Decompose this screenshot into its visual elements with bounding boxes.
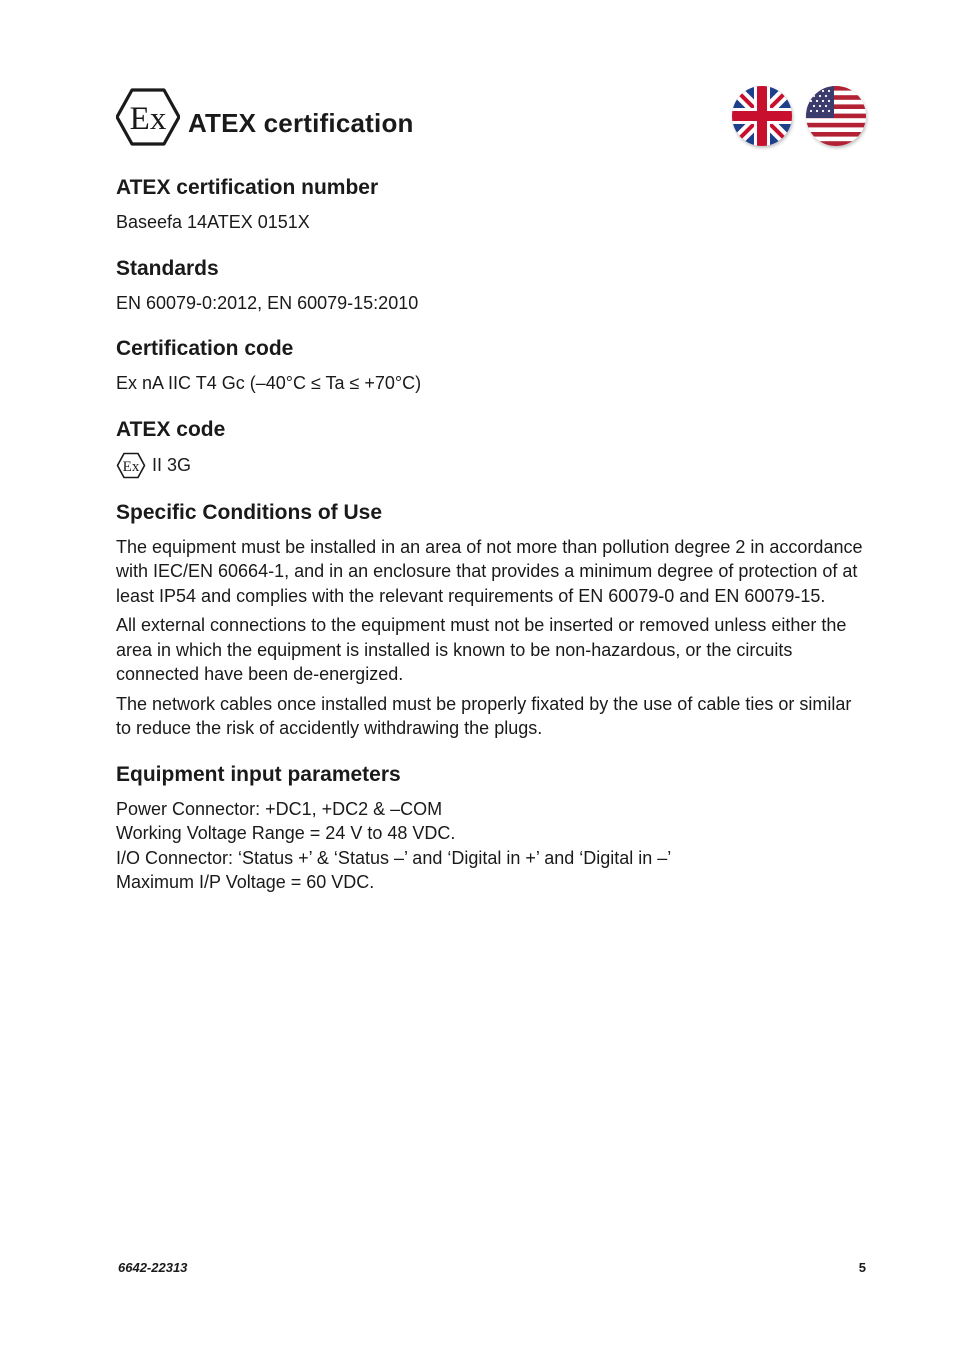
section-conditions (116, 499, 868, 741)
page-header (116, 86, 866, 150)
page-number: 5 (858, 1260, 866, 1275)
input-params-line: Working Voltage Range = 24 V to 48 VDC. (116, 823, 456, 843)
standards-value: EN 60079-0:2012, EN 60079-15:2010 (116, 292, 419, 313)
section-input-params (116, 761, 868, 895)
svg-text:Ex: Ex (129, 101, 167, 137)
section-cert-code (116, 335, 868, 396)
conditions-paragraph: The equipment must be installed in an area of not more than pollution degree 2 in accordance with IEC/EN 60664-1, and in an enclosure that provides a minimum degree of protection of at least IP54 and complies with the relevant requirements of EN 60079-0 and EN 60079-15. (116, 536, 863, 606)
cert-number-heading: ATEX certification number (116, 176, 379, 199)
standards-heading: Standards (116, 256, 219, 280)
ex-explosion-protection-icon (116, 88, 180, 146)
atex-code-heading: ATEX code (116, 417, 226, 441)
conditions-paragraph: All external connections to the equipment must not be inserted or removed unless either the area in which the equipment is installed is known to be non-hazardous, or the circuits connected have been de-energized. (116, 615, 847, 684)
uk-flag-icon (732, 86, 792, 146)
svg-text:Ex: Ex (122, 458, 140, 475)
input-params-line: I/O Connector: ‘Status +’ & ‘Status –’ and ‘Digital in +’ and ‘Digital in –’ (116, 847, 672, 868)
atex-code-row (116, 452, 868, 479)
section-standards (116, 255, 868, 316)
conditions-paragraph: The network cables once installed must be properly fixated by the use of cable ties or similar to reduce the risk of accidently withdrawing the plugs. (116, 693, 852, 738)
conditions-heading: Specific Conditions of Use (116, 500, 383, 524)
input-params-line: Power Connector: +DC1, +DC2 & –COM (116, 798, 443, 819)
cert-code-heading: Certification code (116, 337, 294, 360)
section-cert-number (116, 174, 868, 235)
cert-number-value: Baseefa 14ATEX 0151X (116, 212, 310, 232)
input-params-heading: Equipment input parameters (116, 762, 401, 786)
cert-code-value: Ex nA IIC T4 Gc (–40°C ≤ Ta ≤ +70°C) (116, 373, 422, 393)
section-atex-code (116, 416, 868, 479)
page-title: ATEX certification (188, 108, 414, 138)
ex-small-icon (116, 452, 146, 479)
atex-code-value: II 3G (152, 454, 192, 475)
document-number: 6642-22313 (118, 1260, 188, 1275)
us-flag-icon (806, 86, 866, 146)
document-body (116, 174, 868, 915)
input-params-line: Maximum I/P Voltage = 60 VDC. (116, 872, 375, 892)
